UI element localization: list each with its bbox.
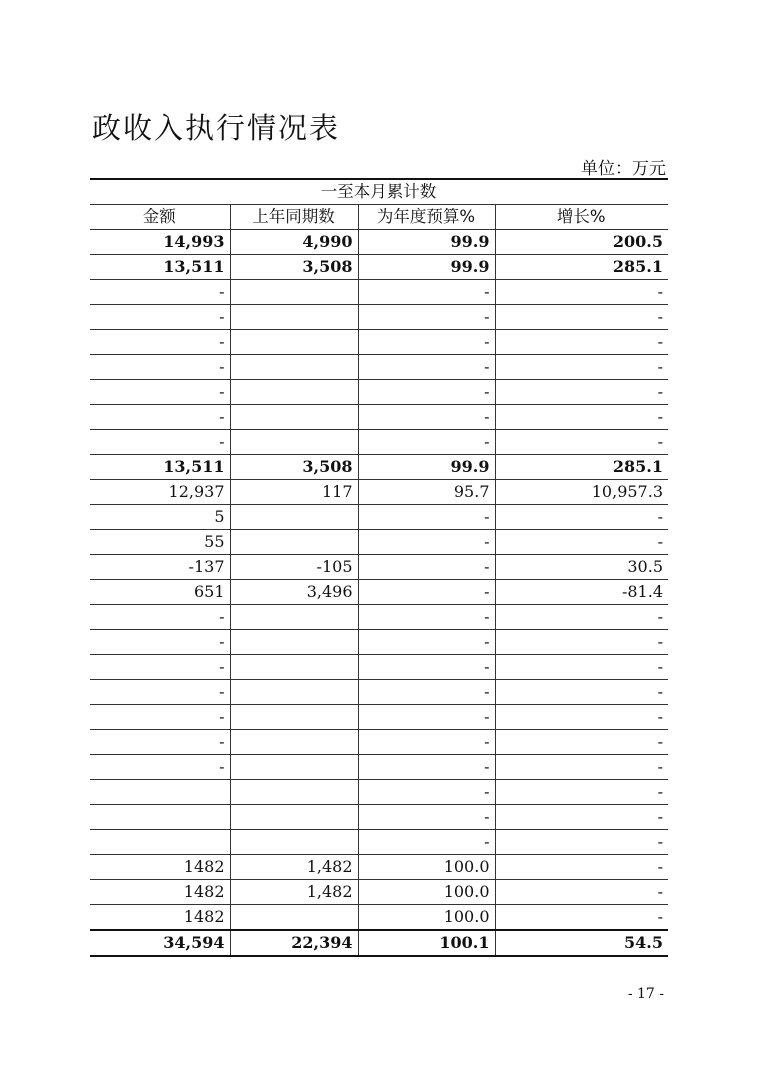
cell-prior-year — [230, 655, 358, 680]
cell-growth-pct: - — [495, 880, 668, 905]
table-row — [90, 555, 668, 580]
table-row — [90, 305, 668, 330]
cell-growth-pct: - — [495, 305, 668, 330]
cell-amount: - — [90, 330, 230, 355]
cell-budget-pct: - — [358, 280, 495, 305]
page-title: 政收入执行情况表 — [92, 111, 341, 145]
cell-amount: 34,594 — [90, 930, 230, 956]
table-row — [90, 255, 668, 280]
cell-growth-pct: - — [495, 630, 668, 655]
table-row — [90, 505, 668, 530]
cell-budget-pct: - — [358, 805, 495, 830]
cell-budget-pct: - — [358, 730, 495, 755]
cell-growth-pct: - — [495, 430, 668, 455]
group-header: 一至本月累计数 — [90, 179, 668, 205]
cell-prior-year: 3,508 — [230, 255, 358, 280]
cell-prior-year: -105 — [230, 555, 358, 580]
cell-budget-pct: - — [358, 580, 495, 605]
cell-budget-pct: - — [358, 355, 495, 380]
cell-prior-year — [230, 905, 358, 931]
column-header-amount: 金额 — [90, 205, 230, 230]
cell-amount: 55 — [90, 530, 230, 555]
cell-growth-pct: 285.1 — [495, 455, 668, 480]
table-row — [90, 655, 668, 680]
cell-amount: - — [90, 405, 230, 430]
cell-growth-pct: - — [495, 780, 668, 805]
cell-prior-year — [230, 405, 358, 430]
cell-amount: - — [90, 380, 230, 405]
cell-amount: - — [90, 680, 230, 705]
cell-amount: 651 — [90, 580, 230, 605]
cell-prior-year — [230, 830, 358, 855]
table-row — [90, 830, 668, 855]
cell-amount: -137 — [90, 555, 230, 580]
cell-growth-pct: 200.5 — [495, 230, 668, 255]
cell-growth-pct: 10,957.3 — [495, 480, 668, 505]
cell-prior-year — [230, 330, 358, 355]
cell-budget-pct: - — [358, 305, 495, 330]
cell-prior-year — [230, 780, 358, 805]
cell-growth-pct: - — [495, 505, 668, 530]
cell-prior-year: 1,482 — [230, 880, 358, 905]
cell-amount: 12,937 — [90, 480, 230, 505]
cell-budget-pct: - — [358, 405, 495, 430]
cell-budget-pct: - — [358, 755, 495, 780]
cell-amount: 1482 — [90, 905, 230, 931]
cell-amount: 14,993 — [90, 230, 230, 255]
table-row — [90, 605, 668, 630]
cell-growth-pct: 285.1 — [495, 255, 668, 280]
table-row — [90, 355, 668, 380]
cell-budget-pct: - — [358, 330, 495, 355]
table-row — [90, 380, 668, 405]
cell-budget-pct: 95.7 — [358, 480, 495, 505]
cell-growth-pct: - — [495, 730, 668, 755]
table-row — [90, 430, 668, 455]
cell-amount: - — [90, 730, 230, 755]
cell-growth-pct: - — [495, 705, 668, 730]
table-row — [90, 855, 668, 880]
table-row — [90, 780, 668, 805]
cell-amount: 13,511 — [90, 455, 230, 480]
table-row — [90, 930, 668, 956]
revenue-table — [90, 178, 668, 957]
cell-prior-year — [230, 730, 358, 755]
cell-amount — [90, 780, 230, 805]
cell-budget-pct: - — [358, 780, 495, 805]
cell-amount — [90, 830, 230, 855]
table-row — [90, 630, 668, 655]
column-header-prior-year: 上年同期数 — [230, 205, 358, 230]
cell-prior-year: 4,990 — [230, 230, 358, 255]
cell-amount: 1482 — [90, 855, 230, 880]
page-number: - 17 - — [627, 986, 664, 1002]
cell-growth-pct: - — [495, 655, 668, 680]
cell-amount: - — [90, 705, 230, 730]
cell-budget-pct: - — [358, 605, 495, 630]
table-row — [90, 905, 668, 931]
cell-budget-pct: 99.9 — [358, 255, 495, 280]
cell-prior-year: 117 — [230, 480, 358, 505]
table-body — [90, 230, 668, 957]
table-row — [90, 730, 668, 755]
table-row — [90, 680, 668, 705]
table-row — [90, 280, 668, 305]
cell-prior-year — [230, 630, 358, 655]
cell-amount: - — [90, 280, 230, 305]
cell-growth-pct: 30.5 — [495, 555, 668, 580]
unit-label: 单位：万元 — [581, 159, 666, 179]
cell-prior-year — [230, 505, 358, 530]
cell-growth-pct: - — [495, 755, 668, 780]
cell-growth-pct: - — [495, 530, 668, 555]
cell-growth-pct: - — [495, 330, 668, 355]
cell-prior-year — [230, 755, 358, 780]
cell-growth-pct: - — [495, 280, 668, 305]
cell-amount: 5 — [90, 505, 230, 530]
cell-budget-pct: - — [358, 680, 495, 705]
cell-growth-pct: - — [495, 605, 668, 630]
table-row — [90, 705, 668, 730]
cell-budget-pct: 100.1 — [358, 930, 495, 956]
cell-growth-pct: 54.5 — [495, 930, 668, 956]
cell-growth-pct: - — [495, 680, 668, 705]
table-row — [90, 480, 668, 505]
cell-growth-pct: -81.4 — [495, 580, 668, 605]
cell-prior-year — [230, 805, 358, 830]
cell-growth-pct: - — [495, 355, 668, 380]
cell-prior-year — [230, 680, 358, 705]
cell-amount — [90, 805, 230, 830]
cell-budget-pct: 100.0 — [358, 855, 495, 880]
cell-prior-year: 3,508 — [230, 455, 358, 480]
cell-prior-year: 3,496 — [230, 580, 358, 605]
cell-growth-pct: - — [495, 405, 668, 430]
cell-budget-pct: - — [358, 655, 495, 680]
cell-amount: 13,511 — [90, 255, 230, 280]
table-row — [90, 455, 668, 480]
cell-prior-year: 1,482 — [230, 855, 358, 880]
cell-budget-pct: - — [358, 430, 495, 455]
cell-amount: - — [90, 755, 230, 780]
cell-budget-pct: - — [358, 630, 495, 655]
cell-prior-year — [230, 280, 358, 305]
cell-growth-pct: - — [495, 380, 668, 405]
cell-amount: - — [90, 655, 230, 680]
cell-prior-year — [230, 355, 358, 380]
cell-budget-pct: 99.9 — [358, 455, 495, 480]
cell-prior-year — [230, 380, 358, 405]
cell-prior-year — [230, 530, 358, 555]
table-row — [90, 330, 668, 355]
table-row — [90, 530, 668, 555]
cell-budget-pct: 100.0 — [358, 905, 495, 931]
cell-amount: - — [90, 630, 230, 655]
cell-prior-year — [230, 430, 358, 455]
cell-growth-pct: - — [495, 805, 668, 830]
cell-prior-year — [230, 305, 358, 330]
table-row — [90, 580, 668, 605]
cell-budget-pct: - — [358, 705, 495, 730]
table-row — [90, 230, 668, 255]
cell-budget-pct: - — [358, 830, 495, 855]
cell-amount: - — [90, 430, 230, 455]
column-header-growth-pct: 增长% — [495, 205, 668, 230]
cell-prior-year: 22,394 — [230, 930, 358, 956]
cell-prior-year — [230, 605, 358, 630]
cell-budget-pct: - — [358, 530, 495, 555]
table-row — [90, 805, 668, 830]
cell-growth-pct: - — [495, 905, 668, 931]
cell-growth-pct: - — [495, 855, 668, 880]
cell-amount: 1482 — [90, 880, 230, 905]
column-header-budget-pct: 为年度预算% — [358, 205, 495, 230]
cell-budget-pct: - — [358, 505, 495, 530]
cell-amount: - — [90, 305, 230, 330]
cell-budget-pct: 100.0 — [358, 880, 495, 905]
table-row — [90, 405, 668, 430]
cell-amount: - — [90, 605, 230, 630]
cell-budget-pct: 99.9 — [358, 230, 495, 255]
table-row — [90, 755, 668, 780]
cell-budget-pct: - — [358, 380, 495, 405]
cell-growth-pct: - — [495, 830, 668, 855]
table-row — [90, 880, 668, 905]
cell-budget-pct: - — [358, 555, 495, 580]
cell-prior-year — [230, 705, 358, 730]
cell-amount: - — [90, 355, 230, 380]
